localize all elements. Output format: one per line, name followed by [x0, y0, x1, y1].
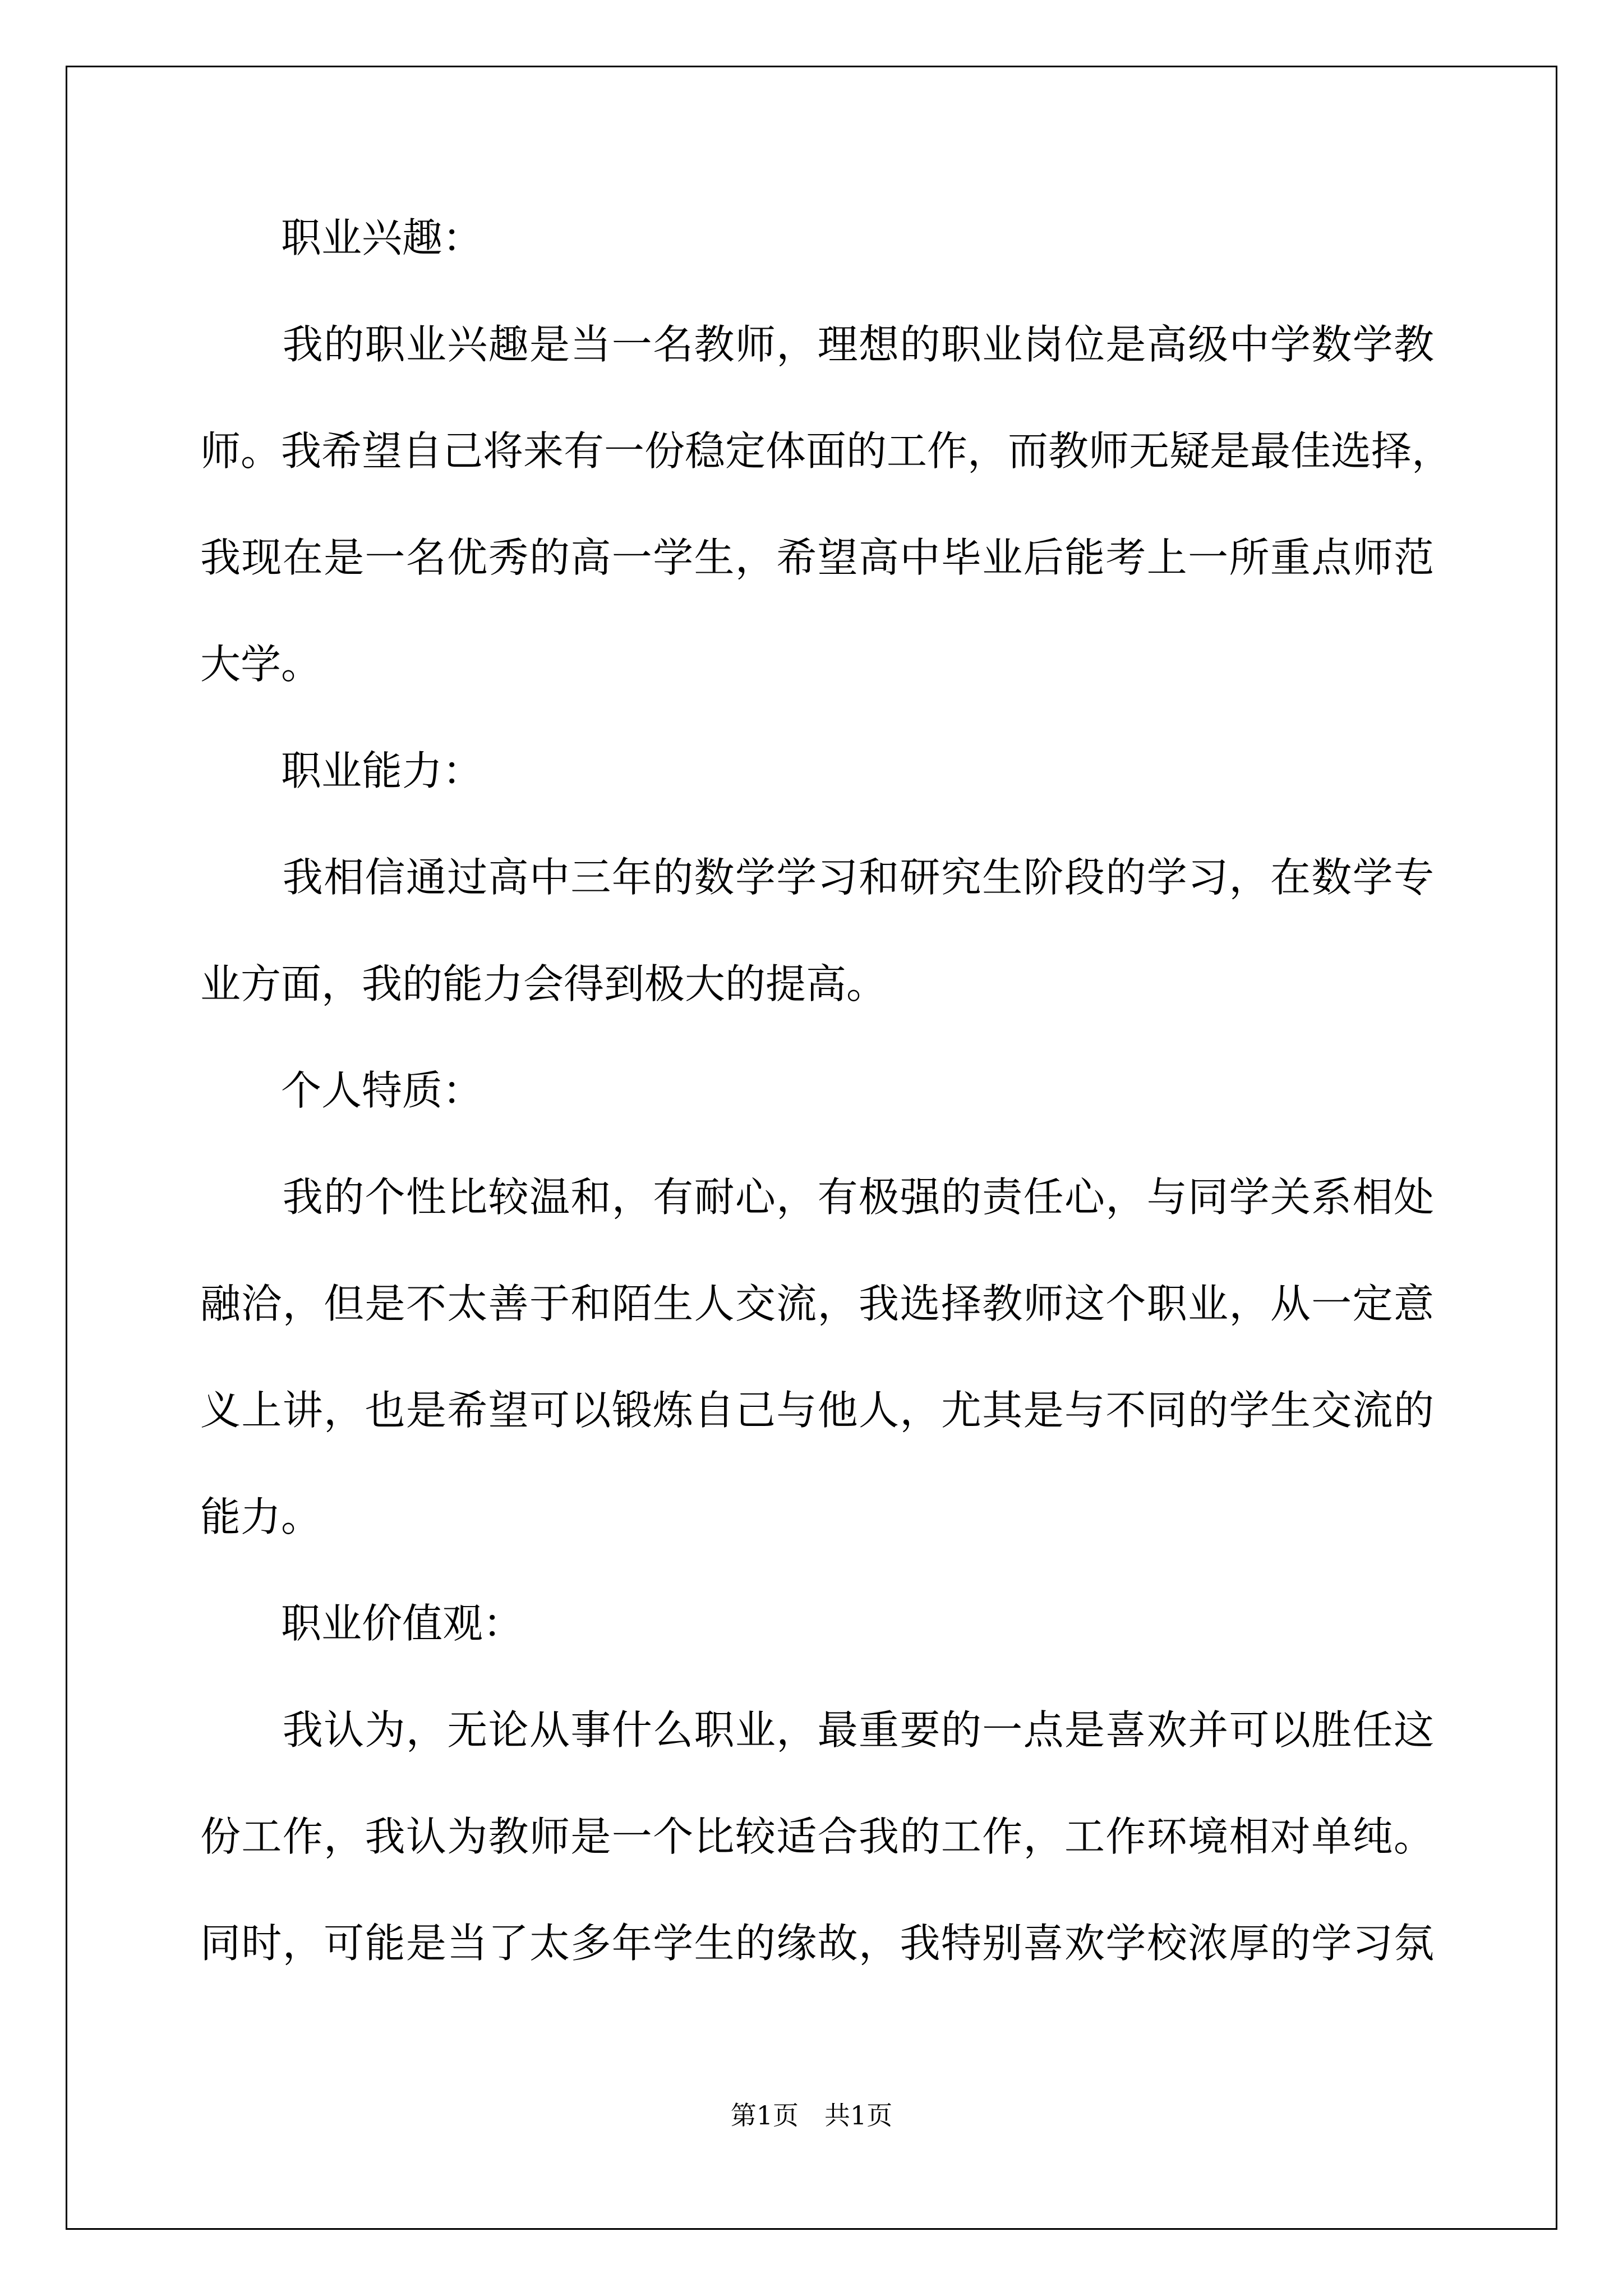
paragraph-line: 义上讲，也是希望可以锻炼自己与他人，尤其是与不同的学生交流的 — [200, 1387, 1434, 1434]
paragraph-line: 我的个性比较温和，有耐心，有极强的责任心，与同学关系相处 — [200, 1174, 1434, 1221]
paragraph-line: 我的职业兴趣是当一名教师，理想的职业岗位是高级中学数学教 — [200, 321, 1434, 368]
paragraph-line: 同时，可能是当了太多年学生的缘故，我特别喜欢学校浓厚的学习氛 — [200, 1920, 1434, 1967]
paragraph-line: 业方面，我的能力会得到极大的提高。 — [200, 960, 887, 1007]
paragraph-line: 大学。 — [200, 641, 322, 688]
paragraph-line: 融洽，但是不太善于和陌生人交流，我选择教师这个职业，从一定意 — [200, 1280, 1434, 1327]
paragraph-line: 能力。 — [200, 1493, 322, 1540]
heading-career-interest: 职业兴趣： — [200, 214, 483, 261]
paragraph-line: 我相信通过高中三年的数学学习和研究生阶段的学习，在数学专 — [200, 854, 1434, 901]
paragraph-line: 师。我希望自己将来有一份稳定体面的工作，而教师无疑是最佳选择， — [200, 427, 1453, 475]
paragraph-line: 份工作，我认为教师是一个比较适合我的工作，工作环境相对单纯。 — [200, 1813, 1434, 1860]
page-number-footer: 第1页 共1页 — [730, 2100, 893, 2131]
heading-career-values: 职业价值观： — [200, 1600, 524, 1647]
paragraph-line: 我现在是一名优秀的高一学生，希望高中毕业后能考上一所重点师范 — [200, 534, 1434, 581]
heading-personal-traits: 个人特质： — [200, 1067, 483, 1114]
page-border — [66, 66, 1557, 2230]
paragraph-line: 我认为，无论从事什么职业，最重要的一点是喜欢并可以胜任这 — [200, 1706, 1434, 1754]
heading-career-ability: 职业能力： — [200, 747, 483, 794]
